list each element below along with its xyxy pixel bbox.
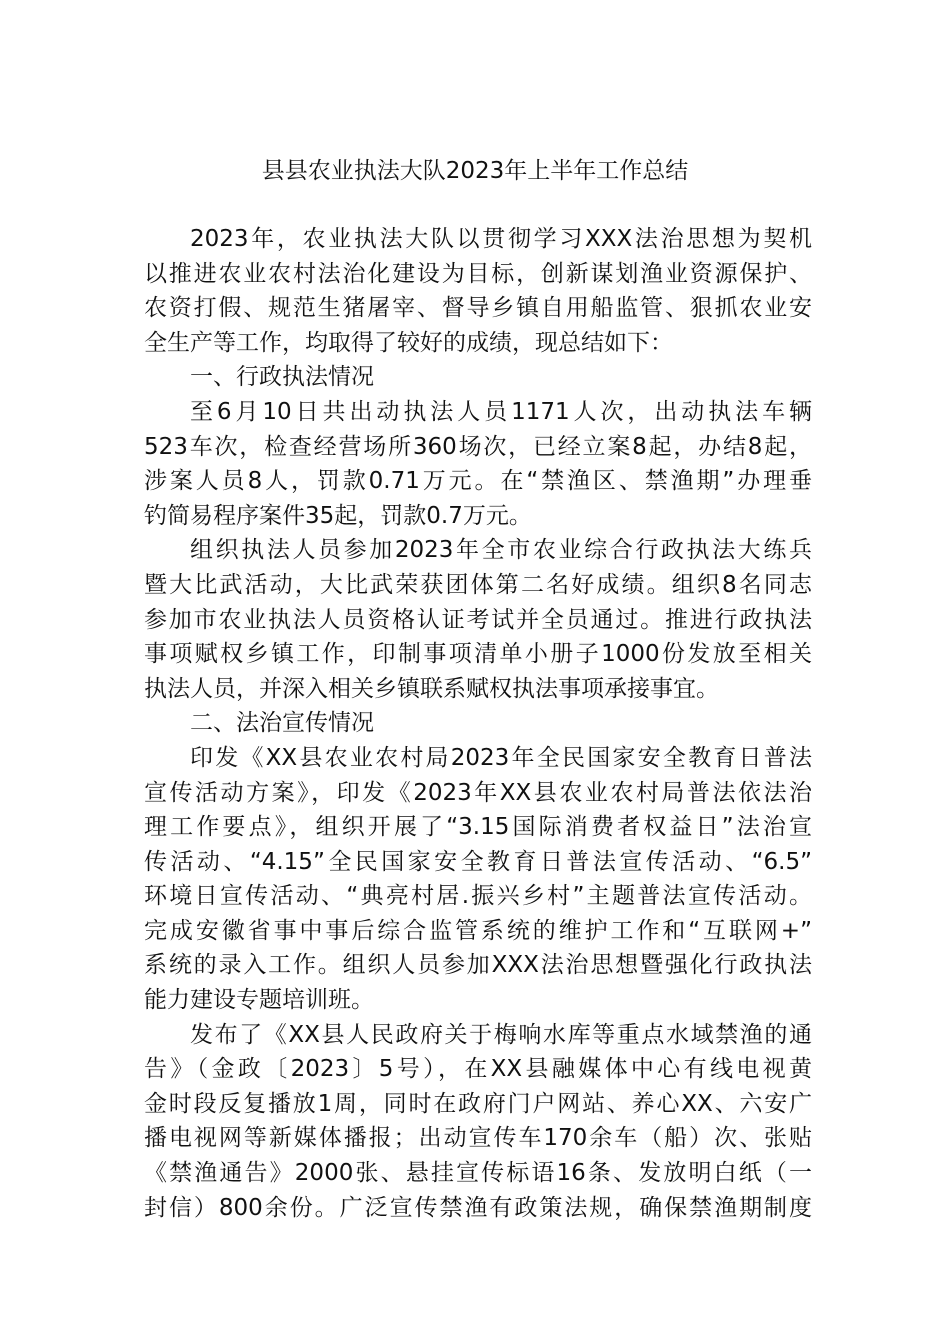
text-line: 环境日宣传活动、“典亮村居.振兴乡村”主题普法宣传活动。: [144, 883, 812, 910]
text-line: 钓简易程序案件35起，罚款0.7万元。: [144, 502, 532, 529]
text-line: 一、行政执法情况: [190, 364, 374, 391]
text-line: 暨大比武活动，大比武荣获团体第二名好成绩。组织8名同志: [144, 571, 812, 598]
text-line: 执法人员，并深入相关乡镇联系赋权执法事项承接事宜。: [144, 675, 719, 702]
text-line: 系统的录入工作。组织人员参加XXX法治思想暨强化行政执法: [144, 952, 812, 979]
text-line: 《禁渔通告》2000张、悬挂宣传标语16条、发放明白纸（一: [144, 1160, 812, 1187]
text-line: 发布了《XX县人民政府关于梅响水库等重点水域禁渔的通: [190, 1021, 812, 1048]
text-line: 封信）800余份。广泛宣传禁渔有政策法规，确保禁渔期制度: [144, 1194, 812, 1221]
text-line: 以推进农业农村法治化建设为目标，创新谋划渔业资源保护、: [144, 260, 812, 287]
document-title: 县县农业执法大队2023年上半年工作总结: [261, 158, 689, 184]
text-line: 播电视网等新媒体播报；出动宣传车170余车（船）次、张贴: [144, 1125, 812, 1152]
text-line: 全生产等工作，均取得了较好的成绩，现总结如下：: [144, 329, 673, 356]
text-line: 传活动、“4.15”全民国家安全教育日普法宣传活动、“6.5”: [144, 848, 812, 875]
text-line: 二、法治宣传情况: [190, 710, 374, 737]
text-line: 523车次，检查经营场所360场次，已经立案8起，办结8起，: [144, 433, 812, 460]
text-line: 组织执法人员参加2023年全市农业综合行政执法大练兵: [190, 537, 812, 564]
text-line: 能力建设专题培训班。: [144, 987, 374, 1014]
text-line: 参加市农业执法人员资格认证考试并全员通过。推进行政执法: [144, 606, 812, 633]
text-line: 金时段反复播放1周，同时在政府门户网站、养心XX、六安广: [144, 1090, 812, 1117]
document-body: [144, 222, 812, 1225]
text-line: 至6月10日共出动执法人员1171人次，出动执法车辆: [190, 398, 812, 425]
text-line: 完成安徽省事中事后综合监管系统的维护工作和“互联网+”: [144, 917, 812, 944]
text-line: 2023年，农业执法大队以贯彻学习XXX法治思想为契机: [190, 226, 812, 252]
text-line: 事项赋权乡镇工作，印制事项清单小册子1000份发放至相关: [144, 641, 812, 668]
text-line: 告》（金政〔2023〕5号），在XX县融媒体中心有线电视黄: [144, 1056, 812, 1083]
text-line: 理工作要点》，组织开展了“3.15国际消费者权益日”法治宣: [144, 814, 812, 841]
text-line: 宣传活动方案》，印发《2023年XX县农业农村局普法依法治: [144, 779, 812, 806]
text-line: 印发《XX县农业农村局2023年全民国家安全教育日普法: [190, 744, 812, 771]
text-line: 农资打假、规范生猪屠宰、督导乡镇自用船监管、狠抓农业安: [144, 295, 812, 322]
text-line: 涉案人员8人，罚款0.71万元。在“禁渔区、禁渔期”办理垂: [144, 468, 812, 495]
